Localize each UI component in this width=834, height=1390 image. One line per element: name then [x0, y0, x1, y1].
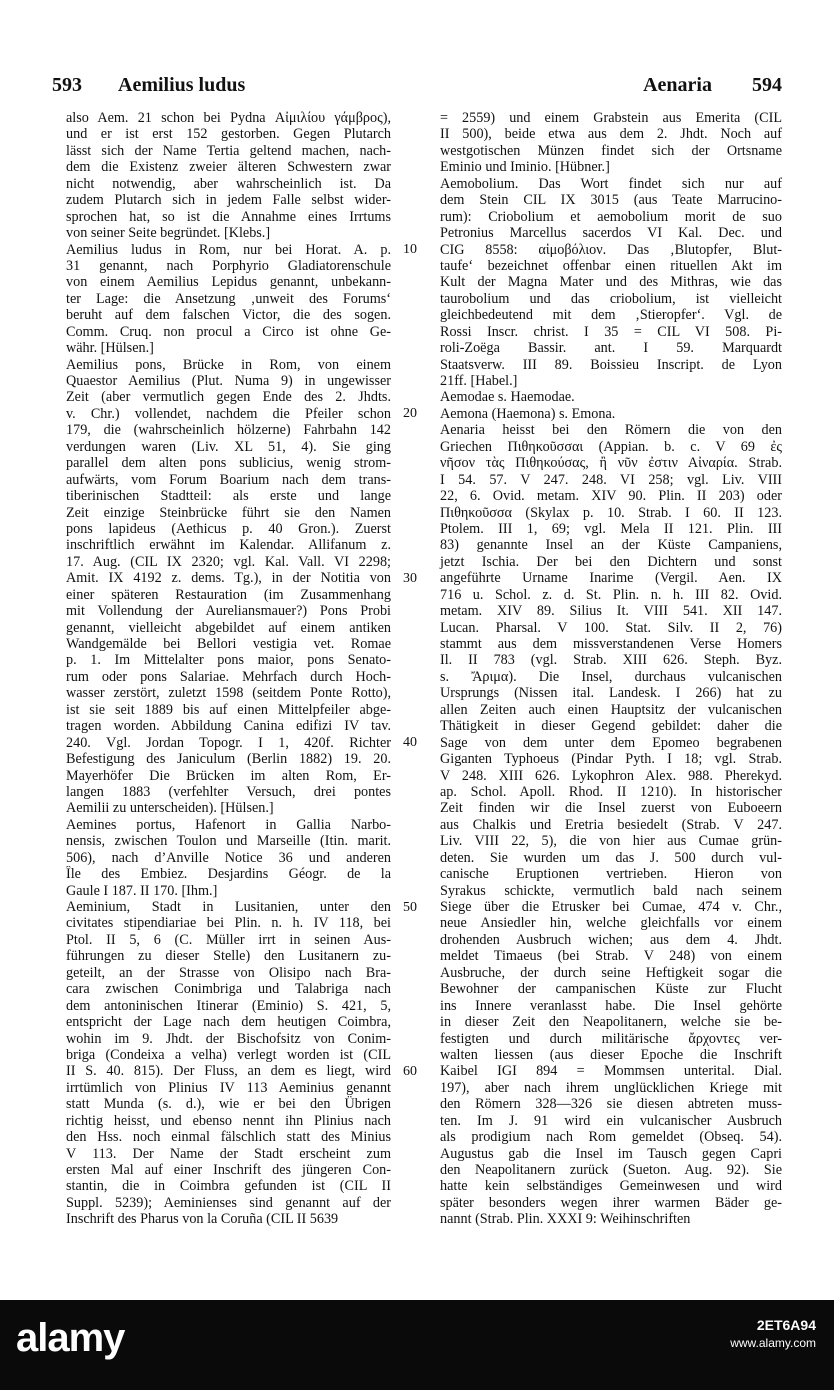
text-line: CIG 8558: αἱμοβόλιον. Das ‚Blutopfer, Blut-: [440, 241, 782, 258]
text-line: ap. Schol. Apoll. Rhod. II 1210). In historischer: [440, 783, 782, 800]
text-line: Aeminium, Stadt in Lusitanien, unter den: [66, 899, 391, 915]
text-line: nannt (Strab. Plin. XXXI 9: Weihinschriften: [440, 1211, 691, 1228]
text-line: Staatsverw. III 89. Boissieu Inscript. de Lyon: [440, 356, 782, 373]
stock-watermark-band: [0, 1300, 834, 1390]
text-line: jetzt Ischia. Der bei den Dichtern und sonst: [440, 553, 782, 570]
line-number: 50: [403, 899, 417, 915]
text-line: Aemilius ludus in Rom, nur bei Horat. A. p.: [66, 241, 391, 258]
text-line: irrtümlich von Plinius IV 113 Aeminius genannt: [66, 1079, 391, 1096]
text-line: verdungen waren (Liv. XL 51, 4). Sie ging: [66, 438, 391, 455]
running-title-right: Aenaria: [643, 74, 712, 96]
right-column: [427, 110, 782, 1228]
text-line: pons lapideus (Aethicus p. 40 Gron.). Zuerst: [66, 520, 391, 537]
text-line: taurobolium und das criobolium, ist vielleicht: [440, 290, 782, 307]
text-line: Aemilius pons, Brücke in Rom, von einem: [66, 356, 391, 373]
text-line: stantin, die in Coimbra gefunden ist (CIL II: [66, 1178, 391, 1195]
text-line: dem Stein CIL IX 3015 (aus Teate Marrucino-: [440, 192, 782, 209]
text-line: ins Innere veranlasst habe. Die Insel gehörte: [440, 997, 782, 1014]
text-line: meldet Timaeus (bei Strab. V 248) von einem: [440, 948, 782, 965]
stock-id: [730, 1316, 816, 1352]
text-line: Griechen Πιθηκοῦσσαι (Appian. b. c. V 69 ἐς: [440, 438, 782, 455]
text-line: V 248. XIII 626. Lykophron Alex. 988. Pherekyd.: [440, 767, 782, 784]
text-line: taufe‘ bezeichnet offenbar einen rituellen Akt im: [440, 257, 782, 274]
text-line: 31 genannt, nach Porphyrio Gladiatorenschule: [66, 257, 391, 274]
text-line: sprochen hat, so ist die Annahme eines Irrtums: [66, 208, 391, 225]
text-line: Augustus gab die Insel im Tausch gegen Capri: [440, 1145, 782, 1162]
text-line: den Römern 328—326 sie diesen abtreten muss-: [440, 1096, 782, 1113]
text-line: Thätigkeit in dieser Gegend gebildet: daher die: [440, 718, 782, 735]
text-line: Aemobolium. Das Wort findet sich nur auf: [440, 175, 782, 192]
text-line: Giganten Typhoeus (Pindar Pyth. I 18; vgl. Strab.: [440, 751, 782, 768]
text-line: p. 1. Im Mittelalter pons maior, pons Senato-: [66, 652, 391, 669]
text-line: 21ff. [Habel.]: [440, 373, 518, 389]
paragraph: [53, 110, 391, 242]
text-line: dem die Existenz zweier älteren Schwestern zwar: [66, 159, 391, 176]
line-number: 30: [403, 570, 417, 586]
text-line: Kult der Magna Mater und des Mithras, wie das: [440, 274, 782, 291]
text-line: Liv. VIII 22, 5), die von hier aus Cumae grün-: [440, 833, 782, 850]
text-line: Mayerhöfer Die Brücken im alten Rom, Er-: [66, 767, 391, 784]
text-line: ersten Mal auf einer Inschrift des jüngeren Con-: [66, 1162, 391, 1178]
text-line: Aemines portus, Hafenort in Gallia Narbo-: [66, 816, 391, 833]
text-line: als prodigium nach Rom gemeldet (Obseq. 54).: [440, 1129, 782, 1146]
text-line: II S. 40. 815). Der Fluss, an dem es liegt, wird: [66, 1063, 391, 1080]
text-line: westgotischen Münzen findet sich der Ortsname: [440, 142, 782, 159]
text-line: Πιθηκοῦσσα (Skylax p. 10. Strab. I 60. II 123.: [440, 504, 782, 521]
text-line: tragen worden. Abbildung Canina edifizi IV tav.: [66, 718, 391, 735]
text-line: ten. Im J. 91 wird ein vulcanischer Ausbruch: [440, 1112, 782, 1129]
text-line: 197), aber nach ihrem unglücklichen Kriege mit: [440, 1079, 782, 1096]
paragraph: [53, 899, 391, 1228]
stock-url: www.alamy.com: [730, 1336, 816, 1350]
text-line: mit Vollendung der Aureliansmauer?) Pons Probi: [66, 603, 391, 620]
text-line: einer späteren Restauration (im Zusammenhang: [66, 586, 391, 603]
paragraph: [427, 422, 782, 1227]
text-line: metam. XIV 89. Silius It. VIII 541. XII 147.: [440, 603, 782, 620]
text-line: rum oder pons Salariae. Mehrfach durch Hoch-: [66, 668, 391, 685]
text-line: Île des Embiez. Desjardins Géogr. de la: [66, 866, 391, 883]
text-line: stammt aus dem missverstandenen Verse Homers: [440, 636, 782, 652]
text-line: hatte kein selbständiges Gemeinwesen und wird: [440, 1178, 782, 1195]
text-line: parallel dem alten pons sublicius, wenig strom-: [66, 455, 391, 472]
text-line: genannt, vielleicht abgebildet auf einem antiken: [66, 619, 391, 636]
text-line: Gaule I 187. II 170. [Ihm.]: [66, 882, 218, 899]
text-line: walten liessen (aus dieser Epoche die Inschrift: [440, 1046, 782, 1063]
text-line: 83) genannte Insel an der Küste Campaniens,: [440, 537, 782, 554]
text-line: 17. Aug. (CIL IX 2320; vgl. Kal. Vall. VI 2298;: [66, 553, 391, 570]
text-line: nicht notwendig, aber wahrscheinlich ist. Da: [66, 175, 391, 192]
text-line: nensis, zwischen Toulon und Marseille (Itin. marit.: [66, 833, 391, 850]
text-line: Ursprungs (Nissen ital. Landesk. I 266) hat zu: [440, 685, 782, 702]
text-line: Rossi Inscr. christ. I 35 = CIL VI 508. Pi-: [440, 323, 782, 340]
text-line: Ptolem. III 1, 69; vgl. Mela II 121. Plin. III: [440, 520, 782, 537]
text-line: aus Chalkis und Eretria besiedelt (Strab. V 247.: [440, 816, 782, 833]
text-line: festigten und durch militärische ἄρχοντες ver-: [440, 1030, 782, 1047]
page-number-left: 593: [52, 74, 82, 96]
text-line: Siege über die Etrusker bei Cumae, 474 v. Chr.,: [440, 899, 782, 915]
text-line: canische Eruptionen vertrieben. Hieron von: [440, 866, 782, 883]
text-line: v. Chr.) vollendet, nachdem die Pfeiler schon: [66, 405, 391, 422]
text-line: Amit. IX 4192 z. dems. Tg.), in der Notitia von: [66, 570, 391, 587]
text-line: ist sie seit 1889 bis auf einen Mittelpfeiler abge-: [66, 701, 391, 718]
text-line: allen Zeiten auch einen Hauptsitz der vulcanischen: [440, 701, 782, 718]
text-line: beruht auf dem falschen Victor, die des sogen.: [66, 307, 391, 324]
text-line: statt Munda (s. d.), wie er bei den Übrigen: [66, 1096, 391, 1113]
text-line: Ausbruche, der durch seine Heftigkeit sogar die: [440, 964, 782, 981]
text-line: und er ist erst 152 gestorben. Gegen Plutarch: [66, 126, 391, 143]
text-line: Zeit (aber vermutlich gegen Ende des 2. Jhdts.: [66, 389, 391, 406]
text-line: richtig heisst, und ebenso nennt ihn Plinius nach: [66, 1112, 391, 1129]
text-line: Zeit einzige Steinbrücke führt sie den Namen: [66, 504, 391, 521]
text-line: später besonders wegen ihrer warmen Bäder ge-: [440, 1194, 782, 1211]
paragraph: [427, 176, 782, 390]
text-line: aufwärts, vom Forum Boarium nach dem trans-: [66, 471, 391, 488]
text-line: drohenden Ausbruch wichen; aus dem 4. Jhdt.: [440, 931, 782, 948]
text-line: II 500), beide etwa aus dem 2. Jhdt. Noch auf: [440, 126, 782, 143]
text-line: Lucan. Pharsal. V 100. Stat. Silv. II 2, 76): [440, 619, 782, 636]
paragraph: [53, 242, 391, 357]
paragraph: [427, 389, 782, 405]
text-line: währ. [Hülsen.]: [66, 340, 154, 357]
text-line: also Aem. 21 schon bei Pydna Αἰμιλίου γάμβρος),: [66, 110, 391, 126]
text-line: νῆσον τὰς Πιθηκούσας, ἢ νῦν ἐστιν Αἰναρία. Strab.: [440, 455, 782, 472]
stock-logo: alamy: [16, 1316, 125, 1360]
text-line: rum): Criobolium et aemobolium morit de suo: [440, 208, 782, 225]
text-line: Wandgemälde bei Bellori vestigia vet. Romae: [66, 636, 391, 652]
line-number: 20: [403, 406, 417, 422]
text-line: = 2559) und einem Grabstein aus Emerita (CIL: [440, 110, 782, 126]
paragraph: [53, 817, 391, 899]
text-line: deten. Sie wurden um das J. 500 durch vul-: [440, 849, 782, 866]
running-header: [52, 74, 782, 104]
text-line: Ptol. II 5, 6 (C. Müller irrt in seinen Aus-: [66, 931, 391, 948]
text-line: briga (Condeixa a velha) verlegt worden ist (CIL: [66, 1046, 391, 1063]
text-line: cara zwischen Conimbriga und Talabriga nach: [66, 981, 391, 998]
text-line: neue Ansiedler hin, welche gleichfalls vor einem: [440, 915, 782, 932]
text-line: in dieser Zeit den Neapolitanern, welche sie be-: [440, 1014, 782, 1031]
text-line: den Neapolitanern zurück (Sueton. Aug. 92). Sie: [440, 1162, 782, 1178]
text-line: Comm. Cruq. non procul a Circo ist ohne Ge-: [66, 323, 391, 340]
text-line: 716 u. Schol. z. d. St. Plin. n. h. III 82. Ovid.: [440, 586, 782, 603]
text-line: roli-Zoëga Bassir. ant. I 59. Marquardt: [440, 340, 782, 357]
text-line: Syrakus schickte, vermutlich bald nach seinem: [440, 882, 782, 899]
text-line: gleichbedeutend mit dem ‚Stieropfer‘. Vgl. de: [440, 307, 782, 324]
text-line: Inschrift des Pharus von la Coruña (CIL II 5639: [66, 1211, 339, 1228]
text-line: Eminio und Iminio. [Hübner.]: [440, 159, 610, 176]
text-line: geteilt, an der Strasse von Olisipo nach Bra-: [66, 964, 391, 981]
page-number-right: 594: [752, 74, 782, 96]
text-line: Bewohner der campanischen Küste zur Flucht: [440, 981, 782, 998]
text-line: inschriftlich erwähnt im Kalendar. Allifanum z.: [66, 537, 391, 554]
text-line: tiberinischen Stadtteil: als erste und lange: [66, 488, 391, 505]
text-line: angeführte Urname Inarime (Vergil. Aen. IX: [440, 570, 782, 587]
text-line: Befestigung des Janiculum (Berlin 1882) 19. 20.: [66, 751, 391, 768]
text-line: I 54. 57. V 247. 248. VI 258; vgl. Liv. VIII: [440, 471, 782, 488]
line-number: 60: [403, 1064, 417, 1080]
text-line: wasser zerstört, zuletzt 1598 (seitdem Ponte Rotto),: [66, 685, 391, 702]
text-line: V 113. Der Name der Stadt erscheint zum: [66, 1145, 391, 1162]
text-line: 22, 6. Ovid. metam. XIV 90. Plin. II 203) oder: [440, 488, 782, 505]
paragraph: [427, 110, 782, 176]
text-line: Zeit finden wir die Insel zuerst von Euboeern: [440, 800, 782, 817]
text-line: wohin im 9. Jhdt. der Bischofsitz von Conim-: [66, 1030, 391, 1047]
text-line: von seiner Seite begründet. [Klebs.]: [66, 225, 271, 242]
text-line: lässt sich der Name Tertia geltend machen, nach-: [66, 142, 391, 159]
text-line: langen 1883 (verfehlter Versuch, drei pontes: [66, 783, 391, 800]
text-line: Aemona (Haemona) s. Emona.: [440, 405, 616, 422]
text-line: Quaestor Aemilius (Plut. Numa 9) in ungewisser: [66, 373, 391, 389]
text-line: von einem Aemilius Lepidus genannt, unbekann-: [66, 274, 391, 291]
text-line: 179, die (wahrscheinlich hölzerne) Fahrbahn 142: [66, 422, 391, 439]
text-line: Sage von dem unter dem Epomeo begrabenen: [440, 734, 782, 751]
text-line: Suppl. 5239); Aeminienses sind genannt auf der: [66, 1194, 391, 1211]
stock-image-code: 2ET6A94: [756, 1317, 816, 1333]
text-line: führungen zu dieser Stelle) den Lusitanern zu-: [66, 948, 391, 965]
text-line: dem antoninischen Itinerar (Eminio) S. 421, 5,: [66, 997, 391, 1014]
running-title-left: Aemilius ludus: [118, 74, 246, 96]
text-line: civitates stipendiariae bei Plin. n. h. IV 118, bei: [66, 915, 391, 932]
text-line: Il. II 783 (vgl. Strab. XIII 626. Steph. Byz.: [440, 652, 782, 669]
text-line: den Hss. noch einmal fälschlich statt des Minius: [66, 1129, 391, 1146]
text-line: Aemodae s. Haemodae.: [440, 389, 575, 406]
text-line: 240. Vgl. Jordan Topogr. I 1, 420f. Richter: [66, 734, 391, 751]
text-line: Petronius Marcellus sacerdos VI Kal. Dec. und: [440, 225, 782, 242]
text-line: 506), nach d’Anville Notice 36 und anderen: [66, 849, 391, 866]
left-column: [53, 110, 391, 1228]
text-line: ter Lage: die Ansetzung ‚unweit des Forums‘: [66, 290, 391, 307]
text-line: s. Ἄριμα). Die Insel, durchaus vulcanischen: [440, 668, 782, 685]
paragraph: [427, 406, 782, 422]
text-line: Kaibel IGI 894 = Mommsen unterital. Dial.: [440, 1063, 782, 1080]
line-number: 10: [403, 241, 417, 257]
text-line: entspricht der Lage nach dem heutigen Coimbra,: [66, 1014, 391, 1031]
text-line: Aenaria heisst bei den Römern die von den: [440, 422, 782, 439]
text-line: Aemilii zu unterscheiden). [Hülsen.]: [66, 800, 274, 817]
paragraph: [53, 357, 391, 817]
text-line: zudem Plutarch sich in jedem Falle selbst wider-: [66, 192, 391, 209]
line-number: 40: [403, 735, 417, 751]
